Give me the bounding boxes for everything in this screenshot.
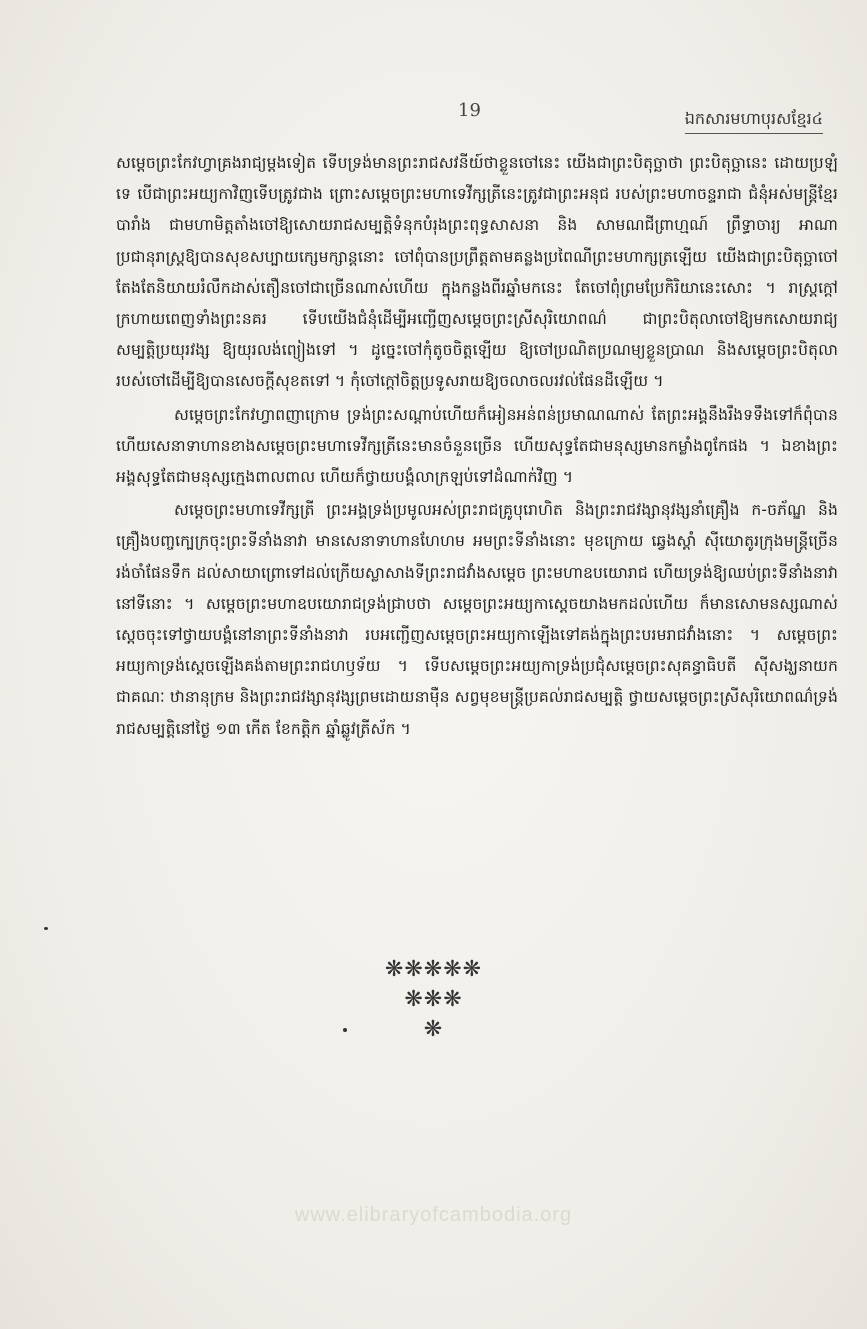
body-text bbox=[116, 148, 838, 745]
running-header-title: ឯកសារមហាបុរសខ្មែរ៤ bbox=[685, 108, 823, 134]
scan-speck bbox=[44, 927, 48, 930]
ornament-row-3: ❋ bbox=[423, 1017, 444, 1042]
ornament-row-2: ❋❋❋ bbox=[404, 987, 463, 1012]
paragraph-3: សម្ដេចព្រះមហាទេវីក្សត្រី ព្រះអង្គទ្រង់ប្រមូលអស់ព្រះរាជគ្រូបុរោហិត និងព្រះរាជវង្សានុវង្សនាំគ្រឿង ក-ចភ័ណ្ឌ និងគ្រឿងបញ្ចក្បេក្រចុះព្រះទីនាំងនាវា មានសេនាទាហានហែហម អមព្រះទីនាំងនោះ មុខក្រោយ ឆ្វេងស្ដាំ ស៊ីយោតូរក្រុងមន្ត្រីច្រើនរង់ចាំផែនទឹក ដល់សាយាព្រោទៅដល់ក្រើយស្លាសាងទីព្រះរាជវាំងសម្ដេច ព្រះមហាឧបយោរាជ ហើយទ្រង់ឱ្យឈប់ព្រះទីនាំងនាវានៅទីនោះ ។ សម្ដេចព្រះមហាឧបយោរាជទ្រង់ជ្រាបថា សម្ដេចព្រះអយ្យកាស្ដេចយាងមកដល់ហើយ ក៏មានសោមនស្សណាស់ស្ដេចចុះទៅថ្វាយបង្គំនៅនាព្រះទីនាំងនាវា របអញ្ជើញសម្ដេចព្រះអយ្យកាឡើងទៅគង់ក្នុងព្រះបរមរាជវាំងនោះ ។ សម្ដេចព្រះអយ្យកាទ្រង់ស្ដេចឡើងគង់តាមព្រះរាជហឫទ័យ ។ ទើបសម្ដេចព្រះអយ្យកាទ្រង់ប្រជុំសម្ដេចព្រះសុគន្ធាធិបតី ស៊ីសង្ឃនាយកជាគណៈ ឋានានុក្រម និងព្រះរាជវង្សានុវង្សព្រមដោយនាម៉ឺន សព្វមុខមន្ត្រីប្រគល់រាជសម្បត្តិ ថ្វាយសម្ដេចព្រះស្រីសុរិយោពណ៌ទ្រង់រាជសម្បត្តិនៅថ្ងៃ ១៣ កើត ខែកត្តិក ឆ្នាំឆ្លូវត្រីស័ក ។ bbox=[116, 501, 838, 738]
scan-speck bbox=[343, 1028, 347, 1032]
paragraph-1: សម្ដេចព្រះកែវហ្វាគ្រងរាជ្យម្ដងទៀត ទើបទ្រង់មានព្រះរាជសវនីយ៍ថាខ្លួនចៅនេះ យើងជាព្រះបិតុច្ឆាថា ព្រះបិតុច្ឆានេះ ដោយប្រឡំទេ បើជាព្រះអយ្យកាវិញទើបត្រូវជាង ព្រោះសម្ដេចព្រះមហាទេវីក្សត្រីនេះត្រូវជាព្រះអនុជ របស់ព្រះមហាចន្ទរាជា ជំនុំអស់មន្ត្រីខ្មែរបារាំង ជាមហាមិត្តតាំងចៅឱ្យសោយរាជសម្បត្តិទំនុកបំរុងព្រះពុទ្ធសាសនា និង សាមណជីព្រាហ្មណ៍ ព្រឹទ្ធាចារ្យ អាណាប្រជានុរាស្ត្រឱ្យបានសុខសប្បាយក្សេមក្សាន្តនោះ ចៅពុំបានប្រព្រឹត្តតាមគន្លងប្រពៃណីព្រះមហាក្សត្រឡើយ យើងជាព្រះបិតុច្ឆាចៅតែងតែនិយាយរំលឹកដាស់តឿនចៅជាច្រើនណាស់ហើយ ក្នុងកន្លងពីរឆ្នាំមកនេះ តែចៅពុំព្រមប្រែកិរិយានេះសោះ ។ រាស្ត្រក្ដៅក្រហាយពេញទាំងព្រះនគរ ទើបយើងជំនុំដើម្បីអញ្ជើញសម្ដេចព្រះស្រីសុរិយោពណ៌ ជាព្រះបិតុលាចៅឱ្យមកសោយរាជ្យសម្បត្តិប្រយុរវង្ស ឱ្យយុរលង់ព្យៀងទៅ ។ ដូច្នេះចៅកុំតូចចិត្តឡើយ ឱ្យចៅប្រណិតប្រណម្យខ្លួនប្រាណ និងសម្ដេចព្រះបិតុលារបស់ចៅដើម្បីឱ្យបានសេចក្ដីសុខតទៅ ។ កុំចៅក្ដៅចិត្តប្រទូសរាយឱ្យចលាចលរវល់ផែនដីឡើយ ។ bbox=[116, 154, 838, 391]
paragraph-2: សម្ដេចព្រះកែវហ្វាពញាក្រោម ទ្រង់ព្រះសណ្ដាប់ហើយក៏អៀនអន់ពន់ប្រមាណណាស់ តែព្រះអង្គនឹងរឹងទទឹងទៅក៏ពុំបាន ហើយសេនាទាហានខាងសម្ដេចព្រះមហាទេវីក្សត្រីនេះមានចំនួនច្រើន ហើយសុទ្ធតែជាមនុស្សមានកម្លាំងពូកែផង ។ ឯខាងព្រះអង្គសុទ្ធតែជាមនុស្សក្មេងពាលពាល ហើយក៏ថ្វាយបង្គំលាក្រឡប់ទៅដំណាក់វិញ ។ bbox=[116, 405, 838, 487]
page-number: 19 bbox=[458, 100, 481, 121]
section-end-ornament bbox=[0, 955, 867, 1045]
watermark: www.elibraryofcambodia.org bbox=[294, 1204, 573, 1226]
ornament-row-1: ❋❋❋❋❋ bbox=[384, 957, 483, 982]
